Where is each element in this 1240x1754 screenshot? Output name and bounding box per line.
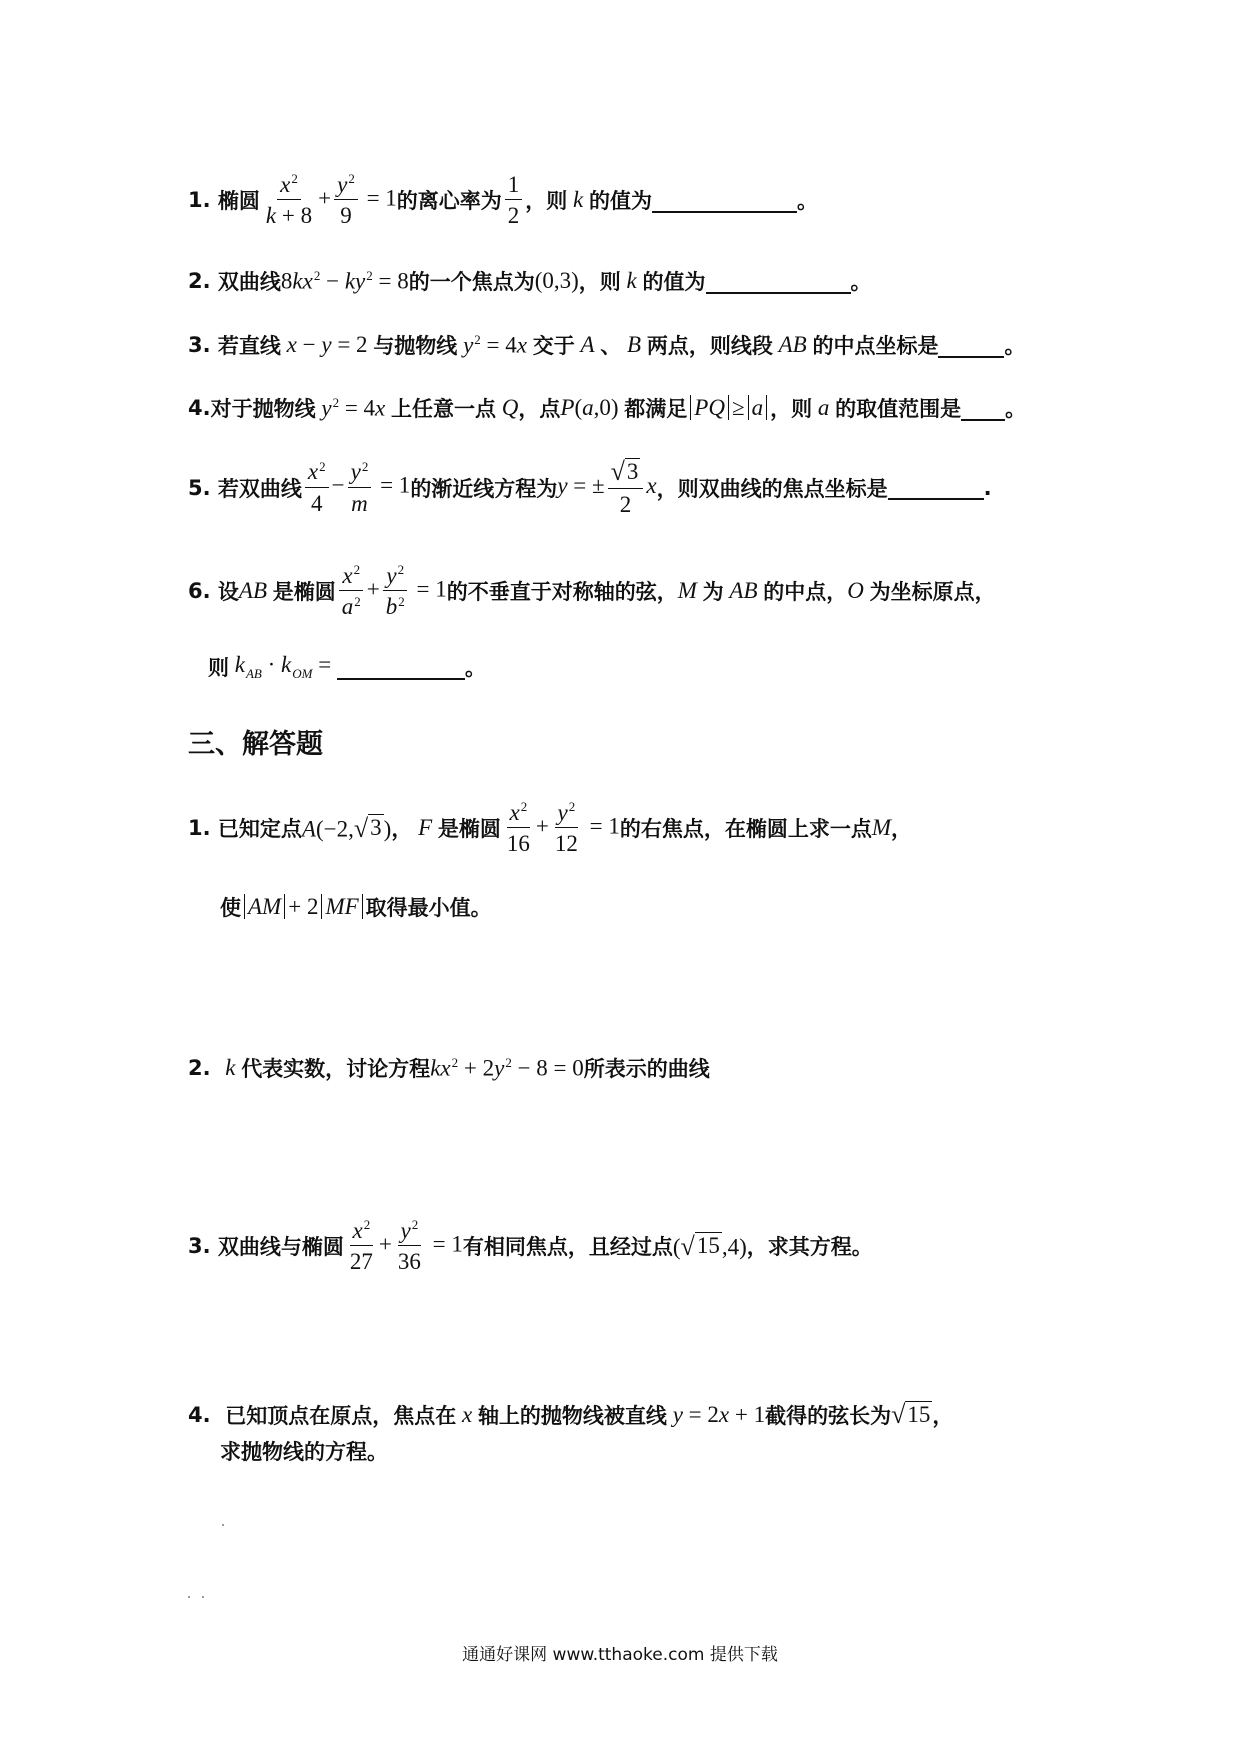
answer-blank[interactable] — [961, 395, 1005, 420]
question-text: 与抛物线 — [373, 334, 458, 358]
question-text: 的离心率为 — [396, 189, 502, 214]
question-number: 3. — [188, 333, 211, 357]
question-text: 有相同焦点，且经过点 — [462, 1235, 673, 1260]
question-text: 轴上的抛物线被直线 — [477, 1404, 667, 1428]
question-text: 对于抛物线 — [210, 397, 316, 421]
eccentricity-value: $\frac{1}{2}$ — [502, 172, 526, 229]
question-text: 设 — [217, 580, 239, 605]
question-number: 4. — [188, 396, 211, 420]
question-number: 1. — [188, 188, 211, 213]
question-number: 1. — [188, 816, 211, 841]
question-text: ，则双曲线的焦点坐标是 — [656, 476, 888, 501]
problem-4-continued: 求抛物线的方程。 — [220, 1440, 388, 1464]
question-6-continued: 则 $k_{AB} \cdot k_{OM}$ = 。 — [208, 652, 486, 681]
focus-point: (0,3) — [534, 268, 579, 293]
question-text: 的不垂直于对称轴的弦， — [446, 580, 678, 605]
question-number: 5. — [188, 475, 211, 500]
problem-1: 1. 已知定点 A(−2, √ 3 ) ， F 是椭圆 $\frac{x^2}{16}$ + $\frac{y^2}{12}$ = 1 的右焦点，在椭圆上求一点 M ， — [188, 799, 913, 857]
question-text: 是椭圆 — [272, 580, 336, 605]
question-text: 的渐近线方程为 — [410, 476, 558, 501]
question-number: 4. — [188, 1403, 211, 1427]
question-text: 的中点坐标是 — [812, 334, 939, 358]
question-6: 6. 设 AB 是椭圆 $\frac{x^2}{a^2}$ + $\frac{y^2}{b^2}$ = 1 的不垂直于对称轴的弦， M 为 AB 的中点， O 为坐标原点， — [188, 562, 996, 620]
question-number: 6. — [188, 579, 211, 604]
question-1: 1. 椭圆 $\frac{x^2}{k + 8}$ + $\frac{y^2}{9}$ = 1 的离心率为 $\frac{1}{2}$ ，则 k 的值为 。 — [188, 171, 819, 229]
inequality: PQ ≥ a — [687, 395, 770, 421]
question-text: 的一个焦点为 — [408, 270, 535, 294]
hyperbola-equation: $\frac{x^2}{4}$ − $\frac{y^2}{m}$ = 1 — [302, 459, 410, 516]
question-number: 3. — [188, 1234, 211, 1259]
question-text: 都满足 — [624, 397, 688, 421]
asymptote-equation: y = ± √ 3 2 x — [557, 457, 657, 517]
question-2: 2. 双曲线 $8kx^2 - ky^2 = 8$ 的一个焦点为 (0,3) ，则 k 的值为 。 — [188, 267, 872, 294]
question-text: 的值为 — [589, 189, 653, 214]
question-text: 的中点， — [763, 580, 848, 605]
problem-2: 2. k 代表实数，讨论方程 $kx^2 + 2y^2 - 8 = 0$ 所表示的曲线 — [188, 1054, 710, 1081]
scan-speck — [202, 1596, 204, 1598]
question-text: 的取值范围是 — [835, 397, 962, 421]
problem-1-continued: 使 AM + 2 MF 取得最小值。 — [220, 894, 492, 920]
question-text: 两点，则线段 — [646, 334, 773, 358]
expression: AM + 2 MF — [241, 894, 366, 920]
question-4: 4. 对于抛物线 $y^2 = 4x$ 上任意一点 Q ，点 P(a,0) 都满足 PQ ≥ a ，则 a 的取值范围是 。 — [188, 394, 1027, 421]
ellipse-equation: $\frac{x^2}{k + 8}$ + $\frac{y^2}{9}$ = 1 — [265, 171, 397, 229]
question-3: 3. 若直线 x − y = 2 与抛物线 $y^2 = 4x$ 交于 A 、 B 两点，则线段 AB 的中点坐标是 。 — [188, 331, 1026, 358]
question-text: ，则 — [578, 270, 621, 294]
question-text: 已知顶点在原点，焦点在 — [225, 1404, 457, 1428]
chord-length: √ 15 — [891, 1400, 931, 1430]
section-title: 三、解答题 — [188, 729, 323, 760]
question-number: 2. — [188, 269, 211, 293]
answer-blank[interactable] — [652, 188, 797, 213]
question-text: ，求其方程。 — [746, 1235, 873, 1260]
line-equation: x − y = 2 — [286, 332, 374, 357]
ellipse-equation: $\frac{x^2}{27}$ + $\frac{y^2}{36}$ = 1 — [349, 1217, 463, 1275]
footer-text: 通通好课网 www.tthaoke.com 提供下载 — [462, 1645, 778, 1665]
question-text: 所表示的曲线 — [583, 1057, 710, 1081]
problem-3 — [188, 1218, 1140, 1275]
ellipse-equation: $\frac{x^2}{16}$ + $\frac{y^2}{12}$ = 1 — [506, 799, 620, 857]
hyperbola-equation: $8kx^2 - ky^2 = 8$ — [280, 267, 409, 294]
given-point: ( √ 15 ,4) — [672, 1231, 747, 1261]
answer-blank[interactable] — [938, 332, 1004, 357]
answer-blank[interactable] — [888, 475, 984, 500]
question-text: 为坐标原点， — [869, 580, 996, 605]
question-text: ，则 — [525, 189, 568, 214]
answer-blank[interactable] — [337, 654, 465, 679]
question-text: 交于 — [532, 334, 575, 358]
question-text: 上任意一点 — [391, 397, 497, 421]
question-number: 2. — [188, 1056, 211, 1080]
scan-speck — [188, 1596, 190, 1598]
question-text: 代表实数，讨论方程 — [241, 1057, 431, 1081]
question-text: 若直线 — [217, 334, 281, 358]
question-text: 双曲线 — [217, 270, 281, 294]
answer-blank[interactable] — [706, 268, 851, 293]
question-text: 的右焦点，在椭圆上求一点 — [619, 817, 872, 842]
question-text: 若双曲线 — [217, 476, 302, 501]
question-text: 是椭圆 — [437, 817, 501, 842]
scan-speck — [222, 1524, 224, 1526]
line-equation: y = 2x + 1 — [672, 1402, 766, 1427]
slope-product: $k_{AB} \cdot k_{OM}$ = — [234, 652, 337, 681]
question-text: 已知定点 — [217, 817, 302, 842]
point-a: A(−2, √ 3 ) — [301, 813, 392, 843]
question-text: 双曲线与椭圆 — [217, 1235, 344, 1260]
parabola-equation: $y^2 = 4x$ — [321, 394, 386, 421]
parabola-equation: $y^2 = 4x$ — [463, 331, 527, 358]
problem-4: 4. 已知顶点在原点，焦点在 x 轴上的抛物线被直线 y = 2x + 1 截得的弦长为 √ 15 ， — [188, 1400, 954, 1430]
curve-equation: $kx^2 + 2y^2 - 8 = 0$ — [430, 1054, 584, 1081]
question-5: 5. 若双曲线 $\frac{x^2}{4}$ − $\frac{y^2}{m}$ = 1 的渐近线方程为 y = ± √ 3 2 x ，则双曲线的焦点坐标是 . — [188, 457, 992, 517]
question-text: 椭圆 — [217, 189, 260, 214]
point-p: P(a,0) — [560, 395, 625, 420]
ellipse-equation: $\frac{x^2}{a^2}$ + $\frac{y^2}{b^2}$ = 1 — [336, 563, 447, 620]
question-text: 截得的弦长为 — [765, 1404, 892, 1428]
question-text: 的值为 — [642, 270, 706, 294]
